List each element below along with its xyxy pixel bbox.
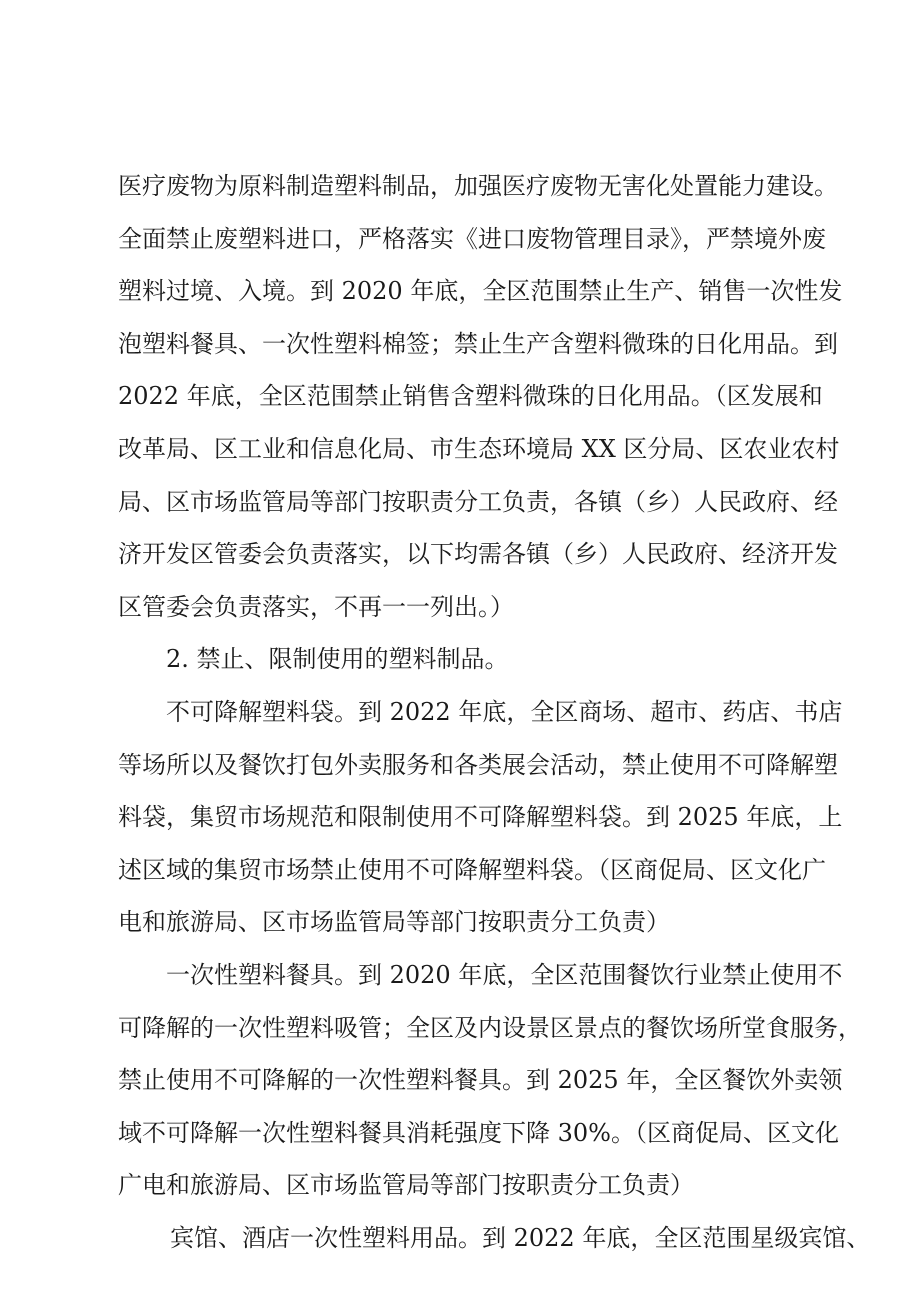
text-line: 广电和旅游局、区市场监管局等部门按职责分工负责） bbox=[118, 1171, 694, 1200]
text-line: 述区域的集贸市场禁止使用不可降解塑料袋。（区商促局、区文化广 bbox=[118, 855, 826, 884]
paragraph-start-line: 宾馆、酒店一次性塑料用品。到 2022 年底，全区范围星级宾馆、 bbox=[170, 1223, 871, 1252]
text-line: 全面禁止废塑料进口，严格落实《进口废物管理目录》，严禁境外废 bbox=[118, 224, 826, 253]
text-line: 域不可降解一次性塑料餐具消耗强度下降 30%。（区商促局、区文化 bbox=[118, 1118, 839, 1147]
text-line: 2022 年底，全区范围禁止销售含塑料微珠的日化用品。（区发展和 bbox=[118, 382, 823, 411]
text-line: 可降解的一次性塑料吸管；全区及内设景区景点的餐饮场所堂食服务， bbox=[118, 1013, 862, 1042]
text-line: 泡塑料餐具、一次性塑料棉签；禁止生产含塑料微珠的日化用品。到 bbox=[118, 329, 838, 358]
document-body bbox=[118, 160, 871, 1264]
text-line: 电和旅游局、区市场监管局等部门按职责分工负责） bbox=[118, 908, 670, 937]
text-line: 等场所以及餐饮打包外卖服务和各类展会活动，禁止使用不可降解塑 bbox=[118, 750, 838, 779]
text-line: 禁止使用不可降解的一次性塑料餐具。到 2025 年，全区餐饮外卖领 bbox=[118, 1066, 843, 1095]
text-line: 局、区市场监管局等部门按职责分工负责，各镇（乡）人民政府、经 bbox=[118, 487, 838, 516]
paragraph-start-line: 一次性塑料餐具。到 2020 年底，全区范围餐饮行业禁止使用不 bbox=[166, 960, 843, 989]
section-heading: 2. 禁止、限制使用的塑料制品。 bbox=[166, 645, 509, 674]
text-line: 医疗废物为原料制造塑料制品，加强医疗废物无害化处置能力建设。 bbox=[118, 172, 838, 200]
text-line: 济开发区管委会负责落实，以下均需各镇（乡）人民政府、经济开发 bbox=[118, 540, 838, 569]
text-line: 改革局、区工业和信息化局、市生态环境局 XX 区分局、区农业农村 bbox=[118, 434, 840, 463]
text-line: 区管委会负责落实，不再一一列出。） bbox=[118, 592, 514, 621]
paragraph-start-line: 不可降解塑料袋。到 2022 年底，全区商场、超市、药店、书店 bbox=[166, 697, 843, 726]
text-line: 塑料过境、入境。到 2020 年底，全区范围禁止生产、销售一次性发 bbox=[118, 277, 843, 306]
text-line: 料袋，集贸市场规范和限制使用不可降解塑料袋。到 2025 年底，上 bbox=[118, 803, 843, 832]
